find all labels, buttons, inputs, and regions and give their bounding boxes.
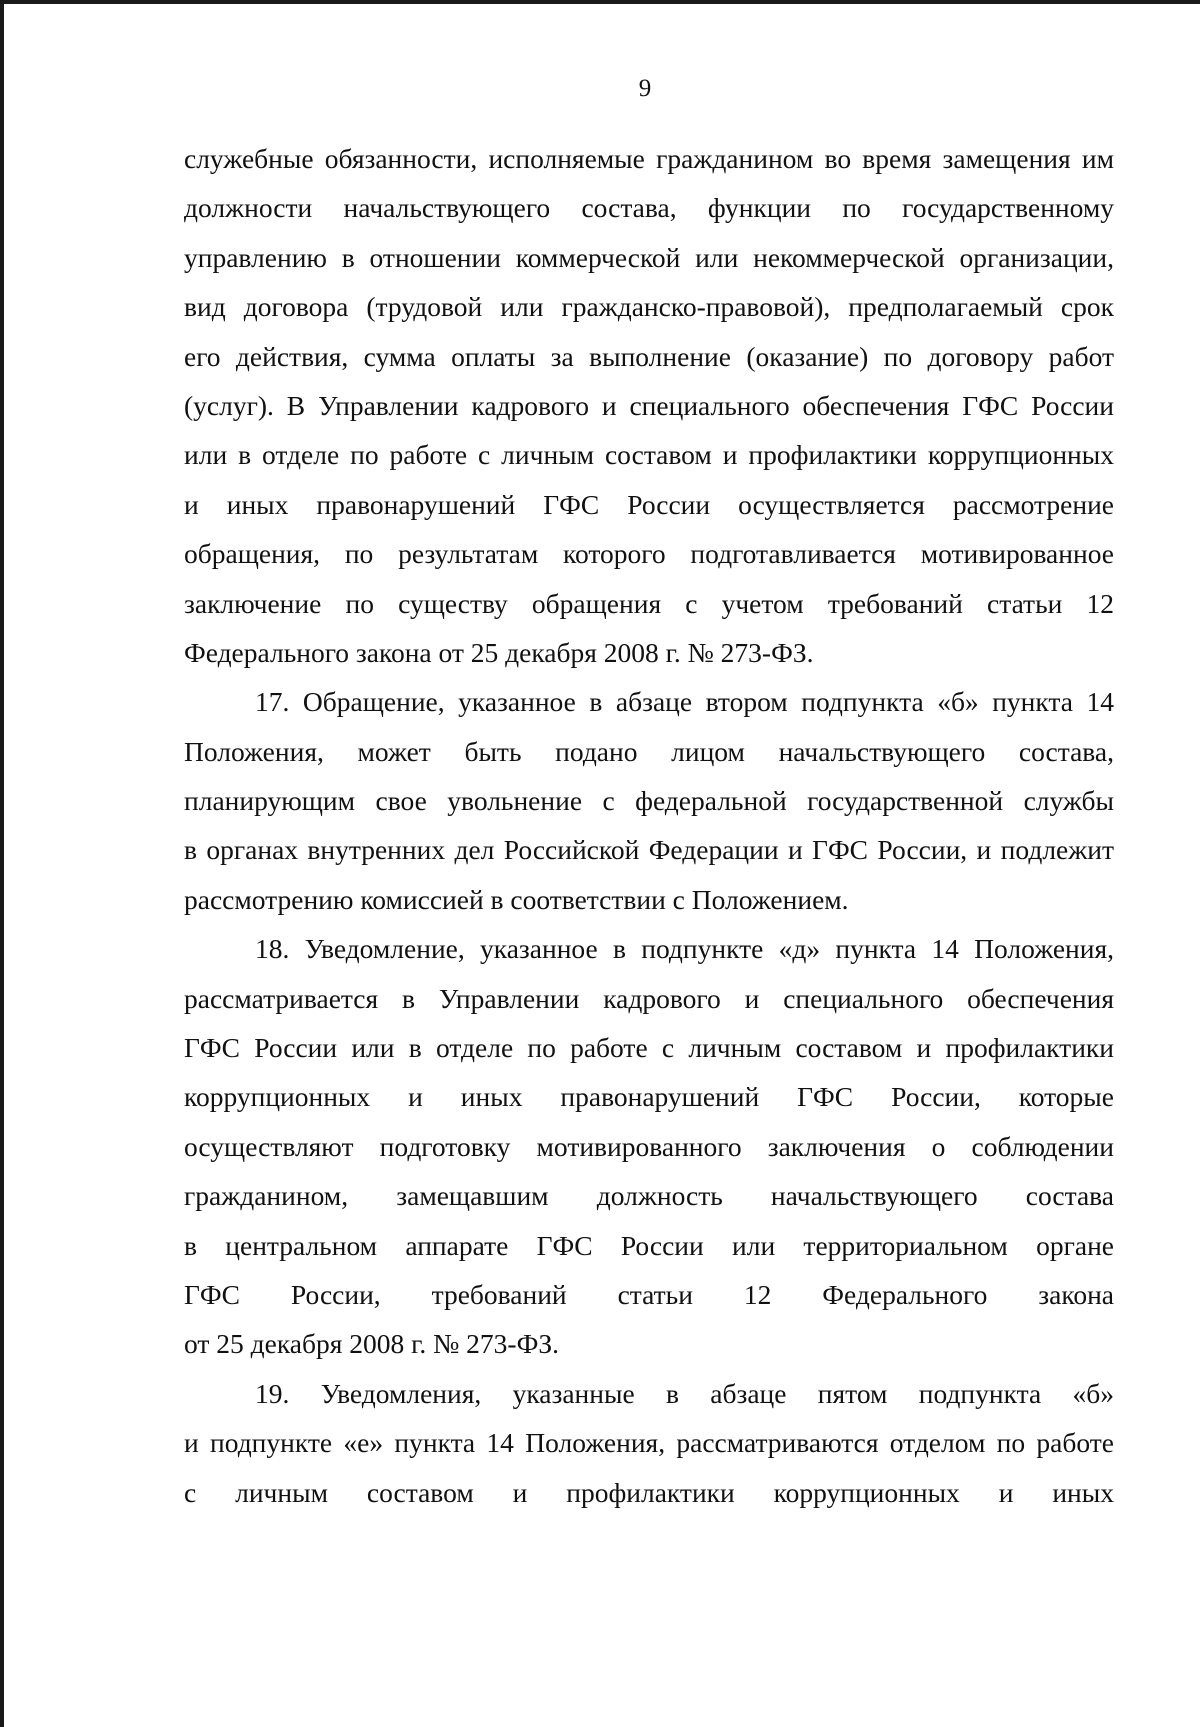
text-line: осуществляют подготовку мотивированного заключения о соблюдении — [184, 1130, 1114, 1162]
page-number: 9 — [638, 75, 652, 102]
body-text — [184, 134, 1114, 1517]
text-line: заключение по существу обращения с учетом требований статьи 12 — [184, 587, 1114, 619]
paragraph-17-first-line: 17. Обращение, указанное в абзаце втором подпункта «б» пункта 14 — [255, 686, 1114, 718]
text-line: в органах внутренних дел Российской Федерации и ГФС России, и подлежит — [184, 834, 1114, 866]
text-line: вид договора (трудовой или гражданско-правовой), предполагаемый срок — [184, 291, 1114, 323]
text-line: планирующим свое увольнение с федеральной государственной службы — [184, 785, 1114, 817]
scan-edge-top — [0, 0, 1200, 4]
text-line: и иных правонарушений ГФС России осуществляется рассмотрение — [184, 488, 1114, 520]
text-line: от 25 декабря 2008 г. № 273-ФЗ. — [184, 1328, 559, 1360]
text-line: рассмотрению комиссией в соответствии с Положением. — [184, 883, 849, 915]
text-line: должности начальствующего состава, функции по государственному — [184, 192, 1114, 224]
text-line: (услуг). В Управлении кадрового и специального обеспечения ГФС России — [184, 389, 1114, 421]
text-line: ГФС России или в отделе по работе с личным составом и профилактики — [184, 1032, 1114, 1064]
text-line: Федерального закона от 25 декабря 2008 г. № 273-ФЗ. — [184, 636, 814, 668]
text-line: его действия, сумма оплаты за выполнение (оказание) по договору работ — [184, 340, 1114, 372]
text-line: гражданином, замещавшим должность начальствующего состава — [184, 1180, 1114, 1212]
text-line: в центральном аппарате ГФС России или территориальном органе — [184, 1229, 1114, 1261]
text-line: или в отделе по работе с личным составом и профилактики коррупционных — [184, 439, 1114, 471]
text-line: ГФС России, требований статьи 12 Федерального закона — [184, 1278, 1114, 1310]
text-line: служебные обязанности, исполняемые гражданином во время замещения им — [184, 143, 1114, 174]
text-line: управлению в отношении коммерческой или некоммерческой организации, — [184, 241, 1114, 273]
text-line: коррупционных и иных правонарушений ГФС России, которые — [184, 1081, 1114, 1113]
text-line: с личным составом и профилактики коррупционных и иных — [184, 1476, 1114, 1508]
text-line: рассматривается в Управлении кадрового и специального обеспечения — [184, 982, 1114, 1014]
text-line: обращения, по результатам которого подготавливается мотивированное — [184, 538, 1114, 570]
text-line: Положения, может быть подано лицом начальствующего состава, — [184, 735, 1114, 767]
paragraph-18-first-line: 18. Уведомление, указанное в подпункте «д» пункта 14 Положения, — [255, 933, 1114, 965]
scan-edge-left — [0, 0, 4, 1727]
text-line: и подпункте «е» пункта 14 Положения, рассматриваются отделом по работе — [184, 1427, 1114, 1459]
paragraph-19-first-line: 19. Уведомления, указанные в абзаце пятом подпункта «б» — [255, 1377, 1114, 1409]
